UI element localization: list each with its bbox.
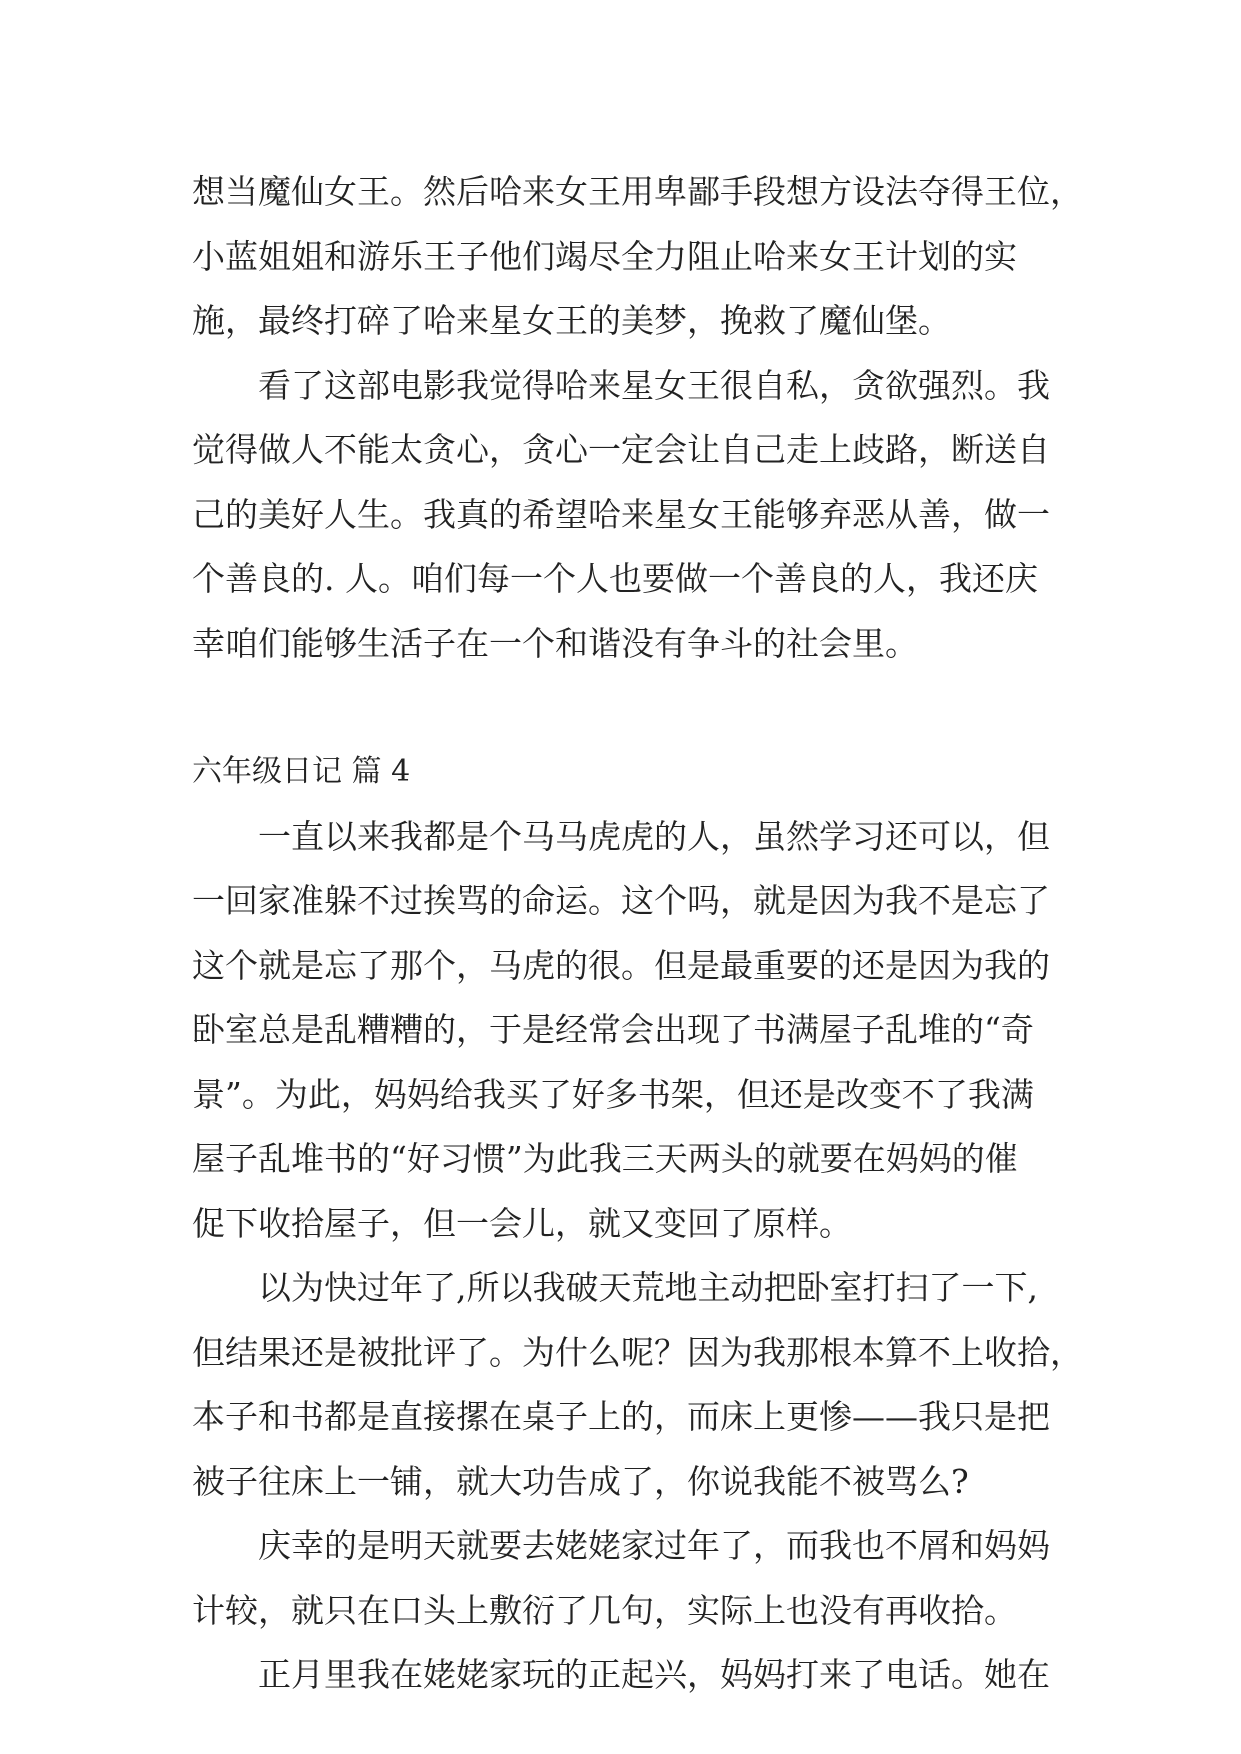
text-line: 本子和书都是直接摞在桌子上的，而床上更惨——我只是把 [192,1397,1050,1436]
text-line: 促下收拾屋子，但一会儿，就又变回了原样。 [192,1203,852,1243]
text-line: 幸咱们能够生活子在一个和谐没有争斗的社会里。 [192,623,918,663]
text-line: 被子往床上一铺，就大功告成了，你说我能不被骂么? [192,1461,969,1501]
text-line: 一直以来我都是个马马虎虎的人，虽然学习还可以，但 [258,816,1050,856]
paragraph [192,1643,1092,1708]
text-line: 正月里我在姥姥家玩的正起兴，妈妈打来了电话。她在 [258,1655,1050,1694]
paragraph [192,1256,1092,1514]
text-line: 想当魔仙女王。然后哈来女王用卑鄙手段想方设法夺得王位， [192,172,1083,211]
text-line: 以为快过年了,所以我破天荒地主动把卧室打扫了一下, [258,1268,1038,1307]
text-line: 个善良的. 人。咱们每一个人也要做一个善良的人，我还庆 [192,559,1038,598]
paragraph [192,160,1092,354]
text-line: 庆幸的是明天就要去姥姥家过年了，而我也不屑和妈妈 [258,1526,1050,1565]
text-line: 景”。为此，妈妈给我买了好多书架，但还是改变不了我满 [192,1074,1034,1114]
text-line: 施，最终打碎了哈来星女王的美梦，挽救了魔仙堡。 [192,301,951,340]
text-line: 这个就是忘了那个，马虎的很。但是最重要的还是因为我的 [192,945,1050,985]
paragraph [192,354,1092,677]
text-line: 觉得做人不能太贪心，贪心一定会让自己走上歧路，断送自 [192,430,1050,469]
text-line: 计较，就只在口头上敷衍了几句，实际上也没有再收拾。 [192,1590,1017,1630]
text-line: 但结果还是被批评了。为什么呢？因为我那根本算不上收拾， [192,1332,1083,1372]
paragraph [192,805,1092,1257]
text-line: 屋子乱堆书的“好习惯”为此我三天两头的就要在妈妈的催 [192,1139,1018,1178]
paragraph [192,1514,1092,1643]
text-line: 己的美好人生。我真的希望哈来星女王能够弃恶从善，做一 [192,494,1050,534]
text-line: 卧室总是乱糟糟的，于是经常会出现了书满屋子乱堆的“奇 [192,1010,1034,1049]
text-line: 小蓝姐姐和游乐王子他们竭尽全力阻止哈来女王计划的实 [192,236,1017,276]
document-page [192,160,1092,1708]
text-line: 一回家准躲不过挨骂的命运。这个吗，就是因为我不是忘了 [192,881,1050,920]
text-line: 看了这部电影我觉得哈来星女王很自私，贪欲强烈。我 [258,365,1050,405]
section-heading: 六年级日记 篇 4 [192,754,411,789]
